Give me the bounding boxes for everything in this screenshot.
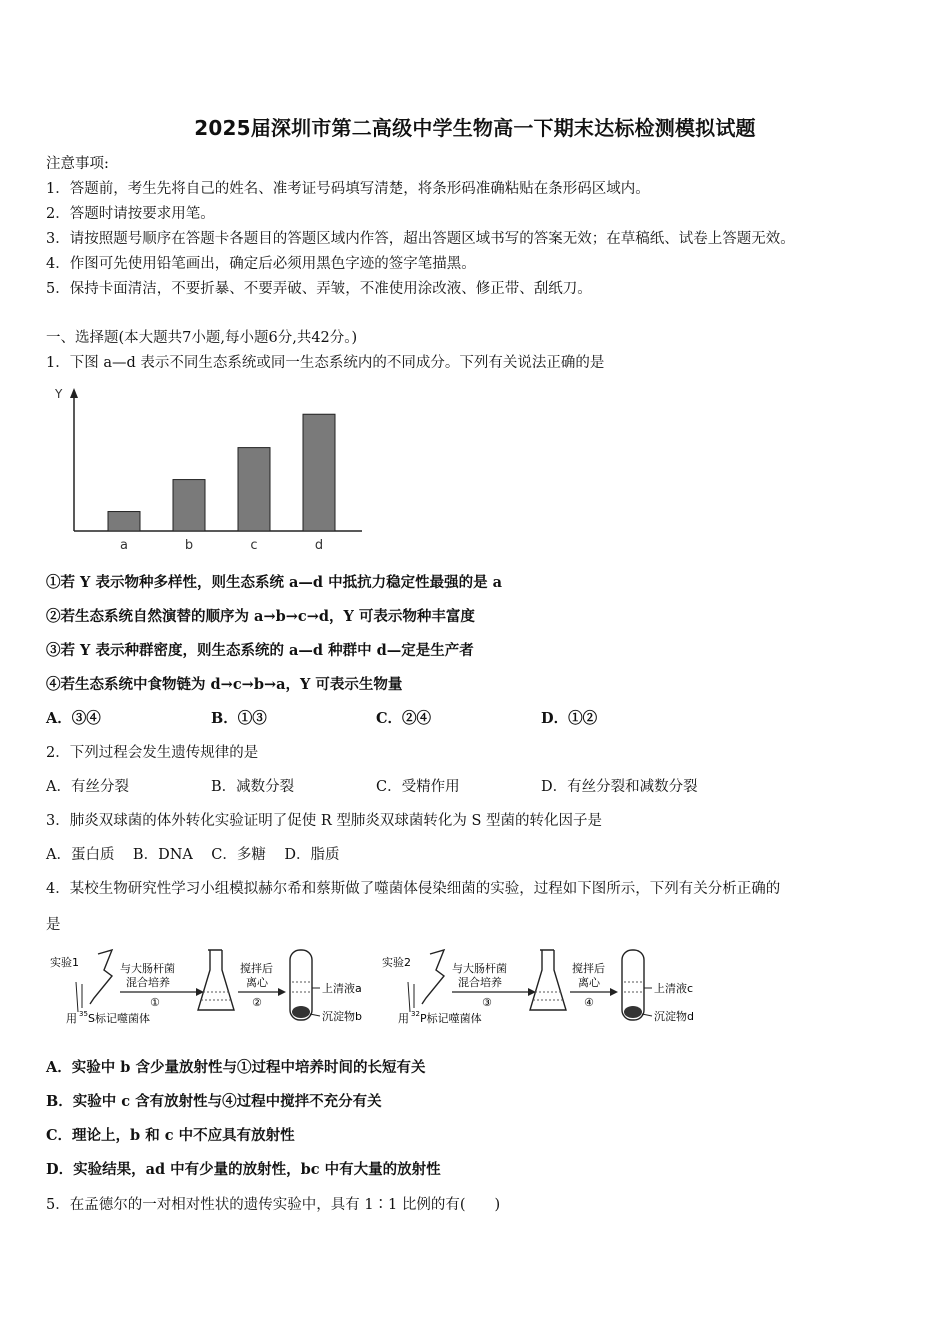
- supernatant-a: 上清液a: [322, 982, 362, 995]
- q2-option-a: A．有丝分裂: [46, 779, 129, 795]
- exp1-centrifuge-2: 离心: [246, 976, 268, 989]
- exp2-phage-label: P标记噬菌体: [420, 1012, 482, 1025]
- exp1-label: 实验1: [50, 956, 79, 969]
- q1-bar-chart: [46, 382, 376, 560]
- notice-item-1: 1．答题前，考生先将自己的姓名、准考证号码填写清楚，将条形码准确粘贴在条形码区域内。: [46, 181, 650, 197]
- exp1-centrifuge-1: 搅拌后: [240, 962, 273, 975]
- q2-option-b: B．减数分裂: [211, 779, 295, 795]
- page-title: 2025届深圳市第二高级中学生物高一下期末达标检测模拟试题: [194, 116, 756, 140]
- q4-option-c: C．理论上，b 和 c 中不应具有放射性: [46, 1127, 295, 1144]
- bar-c: [238, 448, 270, 531]
- q1-statement-1: ①若 Y 表示物种多样性，则生态系统 a—d 中抵抗力稳定性最强的是 a: [46, 574, 503, 591]
- bar-a: [108, 512, 140, 531]
- q4-stem-line-1: 4．某校生物研究性学习小组模拟赫尔希和蔡斯做了噬菌体侵染细菌的实验，过程如下图所示，下列有关分析正确的: [46, 881, 781, 897]
- q3-options: A．蛋白质 B．DNA C．多糖 D．脂质: [46, 847, 340, 863]
- y-axis-label: Y: [55, 387, 63, 401]
- q2-option-d: D．有丝分裂和减数分裂: [541, 779, 698, 795]
- exp2-phage-label-prefix: 用: [398, 1012, 409, 1025]
- sediment-b: 沉淀物b: [322, 1010, 362, 1023]
- exp1-isotope: 35: [79, 1010, 88, 1018]
- exp2-label: 实验2: [382, 956, 411, 969]
- q1-stem: 1．下图 a—d 表示不同生态系统或同一生态系统内的不同成分。下列有关说法正确的是: [46, 355, 605, 371]
- notice-item-5: 5．保持卡面清洁，不要折暴、不要弄破、弄皱，不准使用涂改液、修正带、刮纸刀。: [46, 281, 592, 297]
- flask-icon-2: [530, 950, 566, 1010]
- exp2-isotope: 32: [411, 1010, 420, 1018]
- q1-option-b: B．①③: [211, 710, 267, 727]
- y-axis-arrow: [70, 388, 78, 398]
- exp2-mix-text-1: 与大肠杆菌: [452, 962, 507, 975]
- q4-phage-experiment-figure: [46, 942, 706, 1030]
- tick-label-a: a: [120, 538, 128, 553]
- exp1-phage-label-prefix: 用: [66, 1012, 77, 1025]
- q5-stem: 5．在孟德尔的一对相对性状的遗传实验中，具有 1∶1 比例的有( ): [46, 1197, 501, 1213]
- flask-icon-1: [198, 950, 234, 1010]
- q4-option-d: D．实验结果，ad 中有少量的放射性，bc 中有大量的放射性: [46, 1161, 441, 1178]
- exp1-step-2: ②: [252, 996, 262, 1009]
- q1-option-d: D．①②: [541, 710, 598, 727]
- notice-item-3: 3．请按照题号顺序在答题卡各题目的答题区域内作答，超出答题区域书写的答案无效；在草稿纸、试卷上答题无效。: [46, 231, 795, 247]
- q1-statement-2: ②若生态系统自然演替的顺序为 a→b→c→d，Y 可表示物种丰富度: [46, 608, 475, 625]
- exp1-step-1: ①: [150, 996, 160, 1009]
- exp2-centrifuge-2: 离心: [578, 976, 600, 989]
- q1-statement-3: ③若 Y 表示种群密度，则生态系统的 a—d 种群中 d—定是生产者: [46, 642, 474, 659]
- exp2-centrifuge-1: 搅拌后: [572, 962, 605, 975]
- sediment-d: 沉淀物d: [654, 1010, 694, 1023]
- q2-stem: 2．下列过程会发生遗传规律的是: [46, 745, 259, 761]
- tick-label-c: c: [250, 538, 258, 553]
- q1-option-c: C．②④: [376, 710, 432, 727]
- exp1-phage-label: S标记噬菌体: [88, 1012, 150, 1025]
- q3-stem: 3．肺炎双球菌的体外转化实验证明了促使 R 型肺炎双球菌转化为 S 型菌的转化因子是: [46, 813, 603, 829]
- q1-statement-4: ④若生态系统中食物链为 d→c→b→a，Y 可表示生物量: [46, 676, 403, 693]
- notice-item-2: 2．答题时请按要求用笔。: [46, 206, 215, 222]
- bar-b: [173, 480, 205, 531]
- tick-label-d: d: [314, 538, 324, 553]
- exp2-step-3: ③: [482, 996, 492, 1009]
- exp1-mix-text-1: 与大肠杆菌: [120, 962, 175, 975]
- exp2-step-4: ④: [584, 996, 594, 1009]
- exp1-mix-text-2: 混合培养: [126, 976, 170, 989]
- notice-item-4: 4．作图可先使用铅笔画出，确定后必须用黑色字迹的签字笔描黑。: [46, 256, 476, 272]
- q4-option-b: B．实验中 c 含有放射性与④过程中搅拌不充分有关: [46, 1093, 382, 1110]
- bar-d: [303, 414, 335, 531]
- section-heading: 一、选择题(本大题共7小题,每小题6分,共42分。): [46, 330, 358, 346]
- q2-option-c: C．受精作用: [376, 779, 460, 795]
- notice-heading: 注意事项:: [46, 156, 109, 172]
- tick-label-b: b: [184, 538, 194, 553]
- q4-option-a: A．实验中 b 含少量放射性与①过程中培养时间的长短有关: [46, 1059, 426, 1076]
- supernatant-c: 上清液c: [654, 982, 694, 995]
- q4-stem-line-2: 是: [46, 917, 61, 933]
- phage-icon-2: [422, 950, 444, 1004]
- q1-option-a: A．③④: [46, 710, 101, 727]
- exp2-mix-text-2: 混合培养: [458, 976, 502, 989]
- phage-icon-1: [90, 950, 112, 1004]
